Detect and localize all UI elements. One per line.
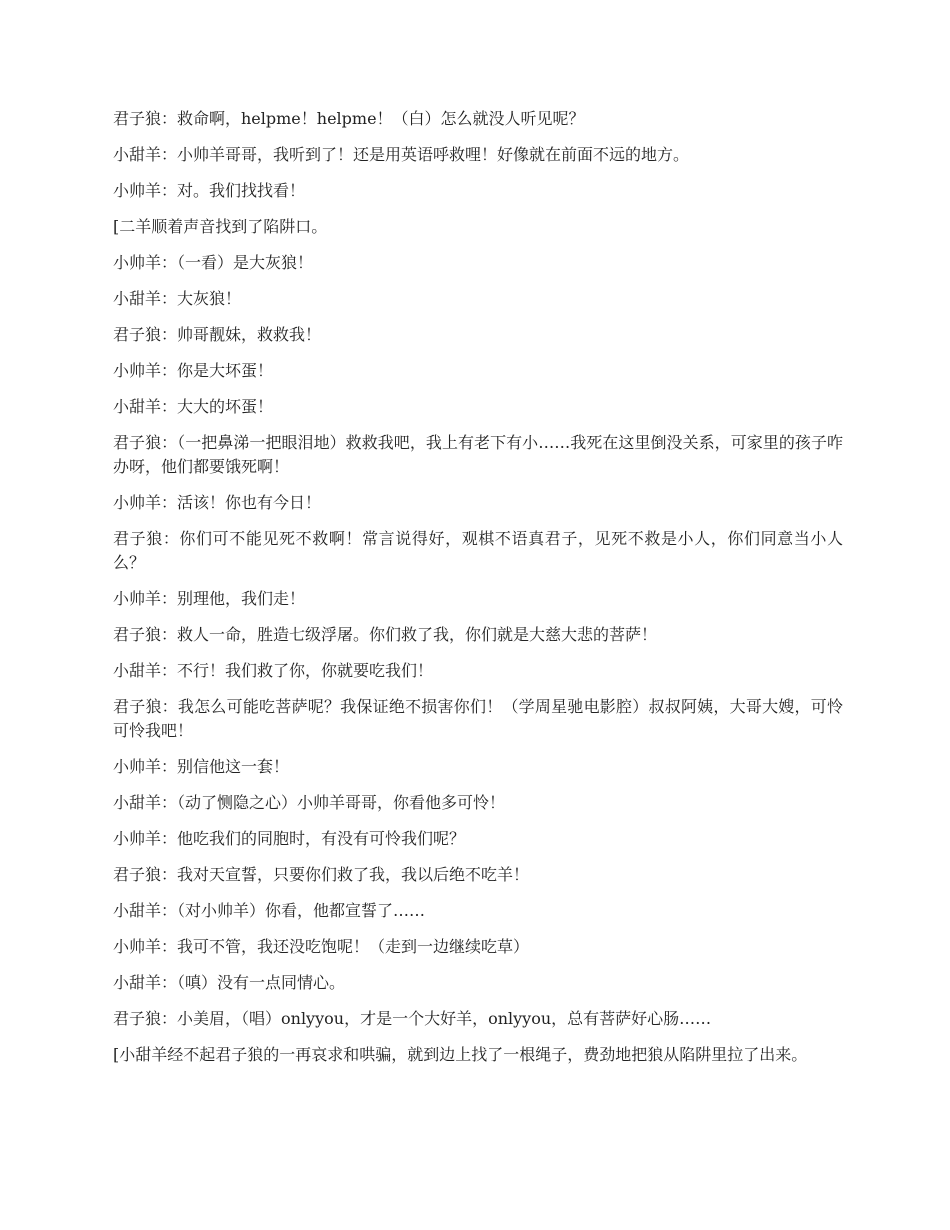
stage-direction: [二羊顺着声音找到了陷阱口。 [113,217,328,236]
dialogue-line: 君子狼：救命啊，helpme！helpme！（白）怎么就没人听见呢？ [113,109,585,128]
dialogue-line: 小帅羊：他吃我们的同胞时，有没有可怜我们呢？ [113,829,466,848]
dialogue-line: 君子狼：（一把鼻涕一把眼泪地）救救我吧，我上有老下有小……我死在这里倒没关系，可家里的孩子咋办呀，他们都要饿死啊！ [113,433,843,476]
dialogue-line: 小帅羊：别信他这一套！ [113,757,290,776]
dialogue-line: 君子狼：我怎么可能吃菩萨呢？我保证绝不损害你们！（学周星驰电影腔）叔叔阿姨，大哥大嫂，可怜可怜我吧！ [113,697,843,740]
dialogue-line: 君子狼：帅哥靓妹，救救我！ [113,325,322,344]
dialogue-line: 小甜羊：大灰狼！ [113,289,242,308]
dialogue-line: 小甜羊：大大的坏蛋！ [113,397,274,416]
dialogue-line: 小帅羊：别理他，我们走！ [113,589,306,608]
dialogue-line: 小帅羊：对。我们找找看！ [113,181,306,200]
dialogue-line: 君子狼：小美眉，（唱）onlyyou，才是一个大好羊，onlyyou，总有菩萨好心肠…… [113,1009,712,1028]
dialogue-line: 小甜羊：不行！我们救了你，你就要吃我们！ [113,661,434,680]
dialogue-line: 小甜羊：小帅羊哥哥，我听到了！还是用英语呼救哩！好像就在前面不远的地方。 [113,145,690,164]
script-body [113,107,843,1079]
dialogue-line: 小帅羊：（一看）是大灰狼！ [113,253,314,272]
dialogue-line: 小帅羊：你是大坏蛋！ [113,361,274,380]
dialogue-line: 小帅羊：我可不管，我还没吃饱呢！（走到一边继续吃草） [113,937,530,956]
dialogue-line: 君子狼：我对天宣誓，只要你们救了我，我以后绝不吃羊！ [113,865,530,884]
dialogue-line: 小甜羊：（动了恻隐之心）小帅羊哥哥，你看他多可怜！ [113,793,506,812]
dialogue-line: 君子狼：救人一命，胜造七级浮屠。你们救了我，你们就是大慈大悲的菩萨！ [113,625,658,644]
dialogue-line: 君子狼：你们可不能见死不救啊！常言说得好，观棋不语真君子，见死不救是小人，你们同意当小人么？ [113,529,843,572]
dialogue-line: 小甜羊：（对小帅羊）你看，他都宣誓了…… [113,901,426,920]
dialogue-line: 小甜羊：（嗔）没有一点同情心。 [113,973,346,992]
dialogue-line: 小帅羊：活该！你也有今日！ [113,493,322,512]
stage-direction: [小甜羊经不起君子狼的一再哀求和哄骗，就到边上找了一根绳子，费劲地把狼从陷阱里拉了出来。 [113,1045,808,1064]
